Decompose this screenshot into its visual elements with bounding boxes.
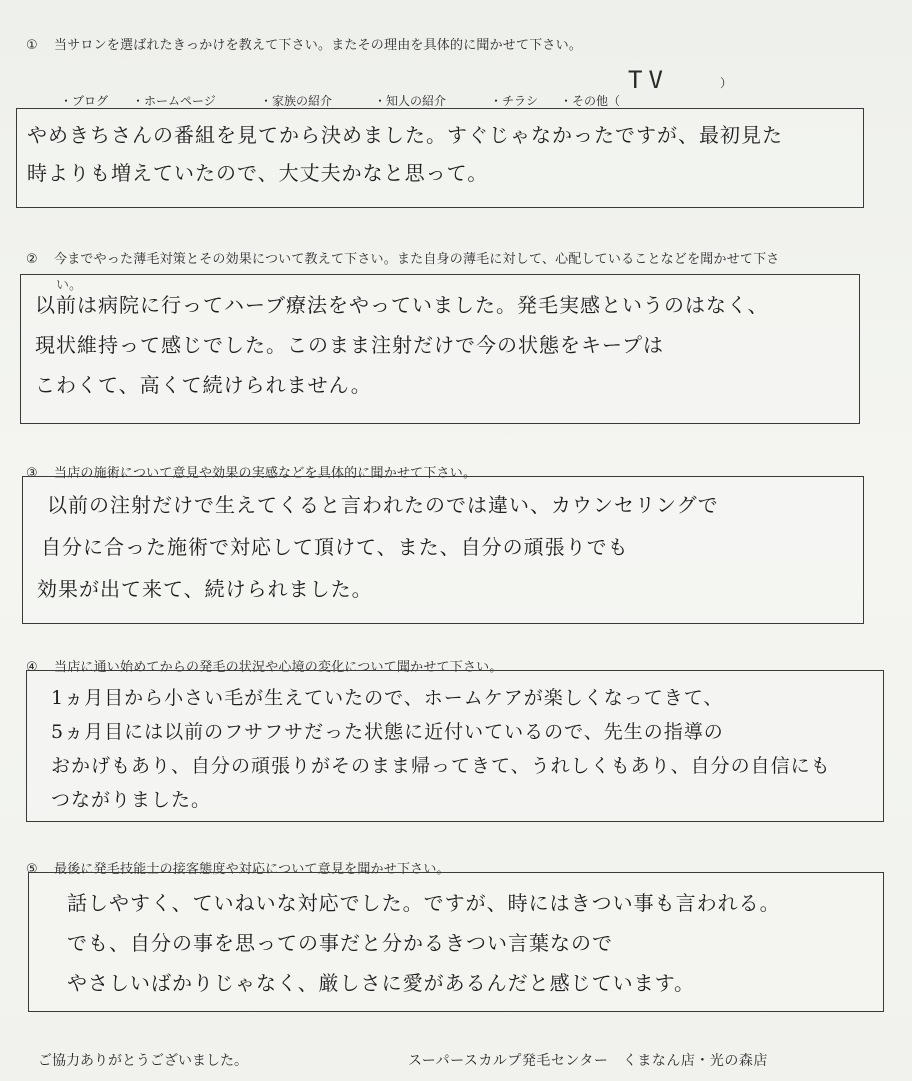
option-other-close: ）: [720, 76, 733, 90]
answer-3-line-3: 効果が出て来て、続けられました。: [37, 577, 373, 601]
question-2: [26, 248, 779, 267]
question-2-text: 今までやった薄毛対策とその効果について教えて下さい。また自身の薄毛に対して、心配していることなどを聞かせて下さ: [54, 252, 780, 267]
option-flyer: ・チラシ: [490, 94, 539, 108]
option-other: ・その他（: [560, 94, 621, 108]
question-4-number: ④: [26, 660, 38, 675]
answer-2-line-3: こわくて、高くて続けられません。: [35, 373, 372, 397]
answer-1-line-2: 時よりも増えていたので、大丈夫かなと思って。: [27, 161, 489, 185]
answer-4-line-3: おかげもあり、自分の頑張りがそのまま帰ってきて、うれしくもあり、自分の自信にも: [51, 755, 831, 777]
option-acquaintance: ・知人の紹介: [374, 94, 447, 108]
answer-5-line-3: やさしいばかりじゃなく、厳しさに愛があるんだと感じています。: [67, 971, 695, 995]
answer-4-line-1: 1ヵ月目から小さい毛が生えていたので、ホームケアが楽しくなってきて、: [51, 687, 724, 709]
answer-4-line-2: 5ヵ月目には以前のフサフサだった状態に近付いているので、先生の指導の: [51, 721, 724, 743]
option-family: ・家族の紹介: [260, 94, 333, 108]
answer-1-line-1: やめきちさんの番組を見てから決めました。すぐじゃなかったですが、最初見た: [27, 123, 783, 147]
answer-2-line-1: 以前は病院に行ってハーブ療法をやっていました。発毛実感というのはなく、: [35, 293, 769, 317]
other-handwritten-tv: TV: [628, 66, 669, 94]
answer-5-line-2: でも、自分の事を思っての事だと分かるきつい言葉なので: [67, 931, 613, 955]
question-4-text: 当店に通い始めてからの発毛の状況や心境の変化について聞かせて下さい。: [54, 660, 503, 675]
option-homepage: ・ホームページ: [132, 94, 216, 108]
answer-box-4: [26, 670, 884, 822]
answer-5-line-1: 話しやすく、ていねいな対応でした。ですが、時にはきつい事も言われる。: [67, 891, 781, 915]
answer-3-line-2: 自分に合った施術で対応して頂けて、また、自分の頑張りでも: [41, 535, 629, 559]
question-2-continuation: い。: [56, 278, 83, 293]
answer-3-line-1: 以前の注射だけで生えてくると言われたのでは違い、カウンセリングで: [47, 493, 719, 517]
answer-box-5: [28, 872, 884, 1012]
answer-box-2: [20, 274, 860, 424]
option-blog: ・ブログ: [60, 94, 109, 108]
answer-box-3: [22, 476, 864, 624]
answer-2-line-2: 現状維持って感じでした。このまま注射だけで今の状態をキープは: [35, 333, 664, 357]
question-1-number: ①: [26, 38, 38, 53]
question-1-text: 当サロンを選ばれたきっかけを教えて下さい。またその理由を具体的に聞かせて下さい。: [54, 38, 583, 53]
answer-4-line-4: つながりました。: [51, 789, 212, 811]
question-2-number: ②: [26, 252, 38, 267]
question-1: [26, 34, 582, 53]
answer-box-1: [16, 108, 864, 208]
footer-thanks: ご協力ありがとうございました。: [38, 1053, 248, 1069]
question-3-number: ③: [26, 466, 38, 481]
footer-center-name: スーパースカルプ発毛センター くまなん店・光の森店: [408, 1053, 768, 1069]
question-3-text: 当店の施術について意見や効果の実感などを具体的に聞かせて下さい。: [54, 466, 477, 481]
question-5-text: 最後に発毛技能士の接客態度や対応について意見を聞かせ下さい。: [54, 862, 450, 877]
question-5-number: ⑤: [26, 862, 38, 877]
